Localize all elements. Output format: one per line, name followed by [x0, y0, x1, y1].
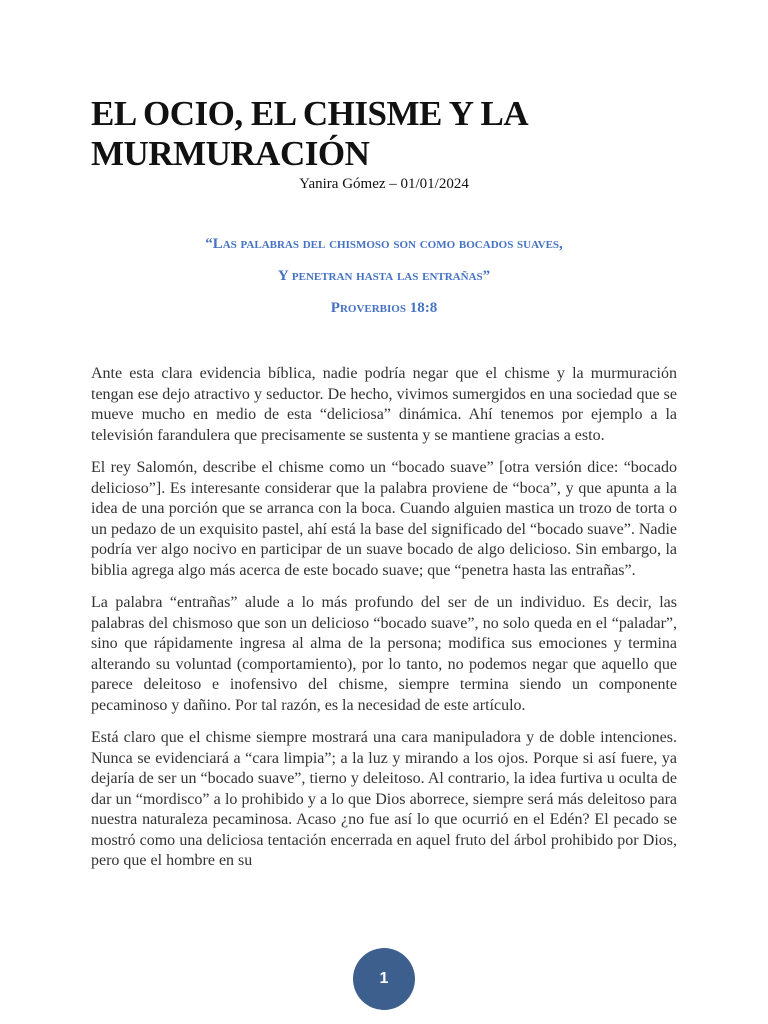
article-body	[91, 364, 677, 884]
epigraph-reference: Proverbios 18:8	[330, 300, 438, 316]
epigraph-line-1: “Las palabras del chismoso son como bocados suaves,	[205, 236, 563, 252]
page-number-badge: 1	[353, 948, 415, 1010]
document-title: EL OCIO, EL CHISME Y LA MURMURACIÓN	[91, 94, 527, 173]
author-date-byline: Yanira Gómez – 01/01/2024	[299, 176, 469, 192]
epigraph-line-2: Y penetran hasta las entrañas”	[277, 268, 491, 284]
paragraph-3: La palabra “entrañas” alude a lo más profundo del ser de un individuo. Es decir, las palabras del chismoso que son un delicioso “bocado suave”, no solo queda en el “paladar”, sino que rápidamente ingresa al alma de la persona; modifica sus emociones y termina alterando su voluntad (comportamiento), por lo tanto, no podemos negar que aquello que parece deleitoso e inofensivo del chisme, siempre termina siendo un componente pecaminoso y dañino. Por tal razón, es la necesidad de este artículo.	[91, 594, 677, 714]
paragraph-1: Ante esta clara evidencia bíblica, nadie podría negar que el chisme y la murmuración tengan ese dejo atractivo y seductor. De hecho, vivimos sumergidos en una sociedad que se mueve mucho en medio de esta “deliciosa” dinámica. Ahí tenemos por ejemplo a la televisión farandulera que precisamente se sustenta y se mantiene gracias a esto.	[91, 365, 677, 444]
paragraph-2: El rey Salomón, describe el chisme como un “bocado suave” [otra versión dice: “bocado delicioso”]. Es interesante considerar que la palabra proviene de “boca”, y que apunta a la idea de una porción que se arranca con la boca. Cuando alguien mastica un trozo de torta o un pedazo de un exquisito pastel, ahí está la base del significado del “bocado suave”. Nadie podría ver algo nocivo en participar de un suave bocado de algo delicioso. Sin embargo, la biblia agrega algo más acerca de este bocado suave; que “penetra hasta las entrañas”.	[91, 459, 678, 579]
paragraph-4: Está claro que el chisme siempre mostrará una cara manipuladora y de doble intenciones. Nunca se evidenciará a “cara limpia”; a la luz y mirando a los ojos. Porque si así fuere, ya dejaría de ser un “bocado suave”, tierno y deleitoso. Al contrario, la idea furtiva u oculta de dar un “mordisco” a lo prohibido y a lo que Dios aborrece, siempre será más deleitoso para nuestra naturaleza pecaminosa. Acaso ¿no fue así lo que ocurrió en el Edén? El pecado se mostró como una deliciosa tentación encerrada en aquel fruto del árbol prohibido por Dios, pero que el hombre en su	[91, 729, 677, 869]
